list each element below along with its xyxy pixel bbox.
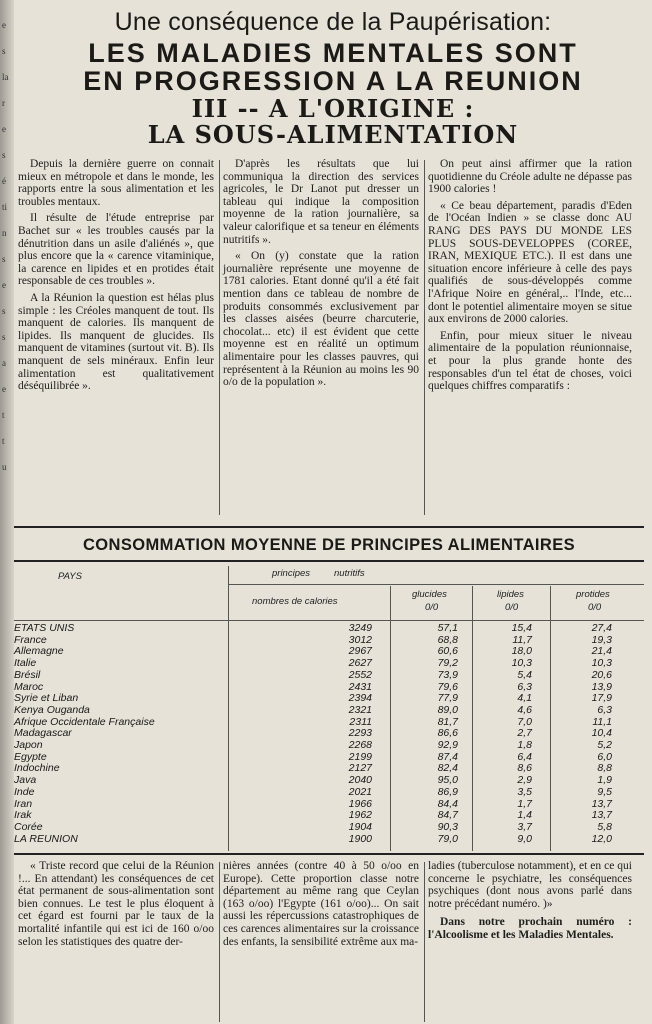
- margin-fragment: e: [2, 384, 6, 394]
- country-name: Japon: [14, 739, 43, 751]
- cell-calories: 2021: [348, 785, 372, 798]
- cell-protides: 19,3: [591, 633, 612, 646]
- paragraph: « On (y) constate que la ration journalière représente une moyenne de 1781 calories. Etant donné qu'il a été fait mention dans ce tableau de nombre de produits consommés exclusivement par les classes aisées (beurre charcuterie, chocolat... etc) il est évident que cette moyenne est en réalité un optimum alimentaire pour les classes pauvres, qui représentent à la Réunion au moins les 90 o/o de la population ».: [223, 250, 419, 389]
- header-lipides-unit: 0/0: [505, 602, 519, 613]
- cell-calories: 2293: [348, 727, 372, 740]
- cell-lipides: 1,8: [517, 739, 532, 751]
- margin-fragment: s: [2, 254, 6, 264]
- bottom-column-3: [428, 860, 632, 946]
- cell-glucides: 73,9: [437, 668, 458, 681]
- table-divider-pays: [228, 566, 229, 851]
- cell-glucides: 79,0: [437, 832, 458, 845]
- country-name: Irak: [14, 809, 32, 822]
- cell-lipides: 7,0: [517, 715, 532, 728]
- paragraph: Il résulte de l'étude entreprise par Bachet sur « les troubles causés par la dénutrition dans un asile d'aliénés », que plus encore que la « carence vitaminique, la carence en lipides et en protides était responsable de ces troubles ».: [18, 212, 214, 288]
- subheadline-line-2: LA SOUS-ALIMENTATION: [147, 120, 519, 149]
- cell-calories: 2394: [348, 692, 372, 705]
- cell-glucides: 84,4: [437, 797, 458, 810]
- header-glucides: glucides: [412, 589, 447, 600]
- cell-protides: 1,9: [597, 774, 612, 787]
- cell-lipides: 1,7: [517, 797, 532, 810]
- header-protides-unit: 0/0: [588, 602, 602, 613]
- cell-protides: 13,7: [591, 809, 612, 822]
- country-name: France: [14, 633, 47, 646]
- paragraph: D'après les résultats que lui communiqua la direction des services agricoles, le Dr Lanot put dresser un tableau qui indique la composition moyenne de la ration journalière, sa valeur calorifique et sa teneur en éléments nutritifs ».: [223, 158, 419, 246]
- country-name: Inde: [14, 785, 35, 798]
- table-title-rule: [14, 560, 644, 562]
- cell-calories: 2311: [349, 715, 372, 728]
- article-column-2: [223, 158, 419, 393]
- table-header-subrule: [228, 584, 644, 585]
- cell-calories: 2268: [348, 739, 372, 751]
- cell-protides: 21,4: [591, 645, 612, 658]
- cell-protides: 20,6: [591, 668, 612, 681]
- header-pays: PAYS: [58, 571, 82, 582]
- paragraph: nières années (contre 40 à 50 o/oo en Europe). Cette proportion classe notre département au même rang que Ceylan (163 o/oo) l'Egypte (161 o/oo)... On sait aussi les répercussions catastrophiques de ces carences alimentaires sur la croissance des enfants, la sensibilité extrême aux ma-: [223, 860, 419, 948]
- cell-protides: 12,0: [591, 832, 612, 845]
- margin-fragment: é: [2, 176, 6, 186]
- subheadline-line-1: III -- A L'ORIGINE :: [191, 94, 475, 123]
- cell-calories: 1900: [348, 832, 372, 845]
- paragraph: A la Réunion la question est hélas plus simple : les Créoles manquent de tout. Ils manquent de calories. Ils manquent de lipides. Ils manquent de glucides. Ils manquent de vitamines (surtout vit. B). Ils manquent de sels minéraux. Enfin leur alimentation est qualitativement déséquilibrée ».: [18, 291, 214, 393]
- cell-glucides: 81,7: [437, 715, 458, 728]
- header-principes: principes: [272, 568, 311, 579]
- table-title: CONSOMMATION MOYENNE DE PRINCIPES ALIMENTAIRES: [82, 536, 576, 554]
- cell-glucides: 79,6: [437, 680, 458, 693]
- cell-calories: 1966: [348, 797, 372, 810]
- bottom-column-2: [223, 860, 419, 952]
- cell-glucides: 68,8: [437, 633, 458, 646]
- header-protides: protides: [576, 589, 610, 600]
- header-glucides-unit: 0/0: [425, 602, 439, 613]
- margin-fragment: t: [2, 436, 5, 446]
- table-bottom-rule: [14, 853, 644, 855]
- cell-lipides: 4,1: [517, 692, 532, 705]
- country-name: Java: [14, 774, 37, 787]
- cell-lipides: 1,4: [517, 809, 532, 822]
- cell-protides: 10,4: [591, 727, 612, 740]
- margin-fragment: r: [2, 98, 5, 108]
- cell-protides: 13,7: [591, 797, 612, 810]
- cell-lipides: 9,0: [517, 832, 532, 845]
- cell-lipides: 4,6: [517, 703, 532, 716]
- margin-fragment: e: [2, 124, 6, 134]
- cell-lipides: 15,4: [511, 622, 532, 634]
- cell-glucides: 86,9: [437, 785, 458, 798]
- next-issue-notice: Dans notre prochain numéro : l'Alcoolisme et les Maladies Mentales.: [428, 916, 632, 941]
- cell-lipides: 11,7: [512, 633, 532, 646]
- cell-calories: 2627: [348, 657, 372, 670]
- cell-protides: 6,0: [597, 750, 612, 763]
- country-name: Italie: [14, 657, 37, 670]
- cell-glucides: 77,9: [437, 692, 458, 705]
- cell-glucides: 60,6: [437, 645, 458, 658]
- paragraph: « Ce beau département, paradis d'Eden de l'Océan Indien » se classe donc AU RANG DES PAYS DU MONDE LES PLUS SOUS-DEVELOPPES (COREE, IRAN, MEXIQUE ETC.). Il est dans une situation encore inférieure à celle des pays qualifiés de sous-développés comme l'Afrique Noire en général,.. l'Inde, etc... dont le potentiel alimentaire moyen se situe aux environs de 2000 calories.: [428, 199, 632, 326]
- cell-lipides: 2,9: [517, 774, 532, 787]
- margin-fragment: n: [2, 228, 7, 238]
- country-name: Kenya Ouganda: [14, 703, 90, 716]
- cell-protides: 5,2: [597, 739, 612, 751]
- margin-fragment: la: [2, 72, 9, 82]
- cell-glucides: 90,3: [437, 820, 458, 833]
- cell-protides: 10,3: [591, 657, 612, 670]
- cell-lipides: 3,7: [517, 820, 532, 833]
- margin-fragment: e: [2, 20, 6, 30]
- article-column-3: [428, 158, 632, 397]
- cell-glucides: 87,4: [437, 750, 458, 763]
- paragraph: « Triste record que celui de la Réunion !... En attendant) les conséquences de cet état permanent de sous-alimentation sont bien connues. Le test le plus éloquent à cet égard est fourni par le taux de la mortalité infantile qui est ici de 160 o/oo selon les statistiques des quatre der-: [18, 860, 214, 948]
- cell-glucides: 82,4: [437, 762, 458, 775]
- margin-fragment: ti: [2, 202, 8, 212]
- paragraph: On peut ainsi affirmer que la ration quotidienne du Créole adulte ne dépasse pas 1900 calories !: [428, 158, 632, 196]
- country-name: Iran: [14, 797, 33, 810]
- cell-calories: 3012: [348, 633, 372, 646]
- cell-calories: 2552: [348, 668, 372, 681]
- margin-fragment: u: [2, 462, 7, 472]
- cell-protides: 5,8: [597, 820, 612, 833]
- country-name: Afrique Occidentale Française: [14, 715, 155, 728]
- country-name: LA REUNION: [14, 832, 78, 845]
- cell-lipides: 10,3: [511, 657, 532, 670]
- column-divider: [219, 862, 220, 1022]
- country-name: Maroc: [14, 680, 44, 693]
- margin-fragment: s: [2, 46, 6, 56]
- cell-calories: 2199: [348, 750, 372, 763]
- margin-fragment: s: [2, 332, 6, 342]
- country-name: Egypte: [14, 750, 47, 763]
- country-name: ETATS UNIS: [14, 622, 75, 634]
- cell-lipides: 6,4: [517, 750, 532, 763]
- bottom-column-1: [18, 860, 214, 952]
- cell-calories: 2127: [348, 762, 372, 775]
- country-name: Allemagne: [14, 645, 64, 658]
- cell-protides: 17,9: [591, 692, 612, 705]
- cell-calories: 2040: [348, 774, 372, 787]
- country-name: Brésil: [14, 668, 41, 681]
- column-divider: [424, 862, 425, 1022]
- cell-glucides: 95,0: [437, 774, 458, 787]
- cell-calories: 1962: [348, 809, 372, 822]
- cell-lipides: 18,0: [511, 645, 532, 658]
- cell-protides: 13,9: [591, 680, 612, 693]
- cell-protides: 9,5: [597, 785, 612, 798]
- cell-glucides: 92,9: [437, 739, 458, 751]
- headline-line-2: EN PROGRESSION A LA REUNION: [83, 66, 583, 96]
- cell-calories: 2967: [348, 645, 372, 658]
- cell-lipides: 2,7: [517, 727, 532, 740]
- margin-fragment: s: [2, 306, 6, 316]
- paragraph: Depuis la dernière guerre on connait mieux en métropole et dans le monde, les rapports entre la sous alimentation et les troubles mentaux.: [18, 158, 214, 208]
- cell-lipides: 8,6: [517, 762, 532, 775]
- cell-calories: 2321: [348, 703, 372, 716]
- cell-protides: 11,1: [592, 715, 612, 728]
- margin-fragment: s: [2, 150, 6, 160]
- cell-glucides: 57,1: [437, 622, 458, 634]
- header-nutritifs: nutritifs: [334, 568, 365, 579]
- margin-fragment: t: [2, 410, 5, 420]
- cell-protides: 6,3: [597, 703, 612, 716]
- cell-lipides: 3,5: [517, 785, 532, 798]
- cell-calories: 3249: [348, 622, 372, 634]
- country-name: Corée: [14, 820, 43, 833]
- cell-glucides: 84,7: [437, 809, 458, 822]
- cell-lipides: 5,4: [517, 668, 532, 681]
- column-divider: [424, 160, 425, 515]
- header-lipides: lipides: [497, 589, 524, 600]
- table-header-rule: [14, 620, 644, 621]
- margin-fragment: a: [2, 358, 6, 368]
- article-kicker: Une conséquence de la Paupérisation:: [114, 8, 552, 36]
- cell-protides: 27,4: [591, 622, 612, 634]
- country-name: Madagascar: [14, 727, 72, 740]
- cell-glucides: 89,0: [437, 703, 458, 716]
- cell-protides: 8,8: [597, 762, 612, 775]
- cell-calories: 1904: [348, 820, 372, 833]
- paragraph: Enfin, pour mieux situer le niveau alimentaire de la population réunionnaise, et pour la plus grande honte des responsables d'un tel état de choses, voici quelques chiffres comparatifs :: [428, 329, 632, 393]
- cell-glucides: 86,6: [437, 727, 458, 740]
- table-top-rule: [14, 526, 644, 528]
- country-name: Syrie et Liban: [14, 692, 79, 705]
- column-divider: [219, 160, 220, 515]
- paragraph: ladies (tuberculose notamment), et en ce qui concerne le psychiatre, les conséquences psychiques (dont nous avons parlé dans notre précédant numéro. )»: [428, 860, 632, 910]
- headline-line-1: LES MALADIES MENTALES SONT: [88, 38, 578, 68]
- article-column-1: [18, 158, 214, 397]
- margin-fragment: e: [2, 280, 6, 290]
- cell-calories: 2431: [348, 680, 372, 693]
- cell-glucides: 79,2: [437, 657, 458, 670]
- country-name: Indochine: [14, 762, 60, 775]
- header-calories: nombres de calories: [252, 596, 338, 607]
- cell-lipides: 6,3: [517, 680, 532, 693]
